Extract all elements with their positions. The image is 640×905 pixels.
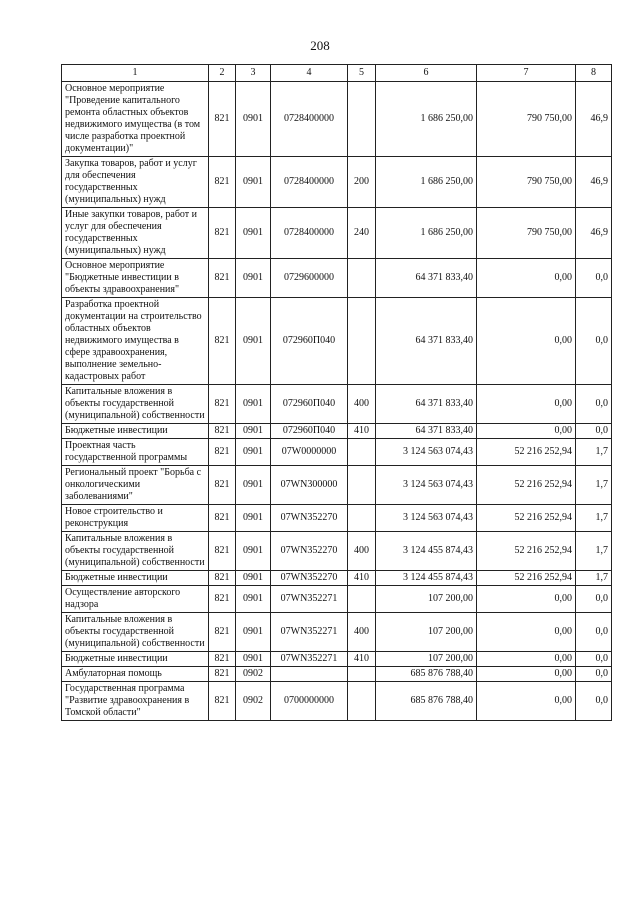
actual-amount-cell: 52 216 252,94 xyxy=(477,466,576,505)
row-name-cell: Разработка проектной документации на строительство областных объектов недвижимого имущества в сфере здравоохранения, выполнение земельно-кадастровых работ xyxy=(62,298,209,385)
actual-amount-cell: 52 216 252,94 xyxy=(477,505,576,532)
admin-code-cell: 821 xyxy=(209,571,236,586)
actual-amount-cell: 52 216 252,94 xyxy=(477,571,576,586)
row-name-cell: Государственная программа "Развитие здравоохранения в Томской области" xyxy=(62,682,209,721)
section-code-cell: 0901 xyxy=(236,82,271,157)
section-code-cell: 0901 xyxy=(236,532,271,571)
actual-amount-cell: 0,00 xyxy=(477,667,576,682)
actual-amount-cell: 790 750,00 xyxy=(477,82,576,157)
row-name-cell: Осуществление авторского надзора xyxy=(62,586,209,613)
percent-cell: 0,0 xyxy=(576,259,612,298)
table-row xyxy=(62,466,612,505)
target-code-cell: 07WN352270 xyxy=(271,532,348,571)
target-code-cell: 07WN352271 xyxy=(271,613,348,652)
table-row xyxy=(62,424,612,439)
table-row xyxy=(62,505,612,532)
percent-cell: 1,7 xyxy=(576,571,612,586)
plan-amount-cell: 107 200,00 xyxy=(376,586,477,613)
plan-amount-cell: 64 371 833,40 xyxy=(376,259,477,298)
target-code-cell: 07WN352270 xyxy=(271,505,348,532)
plan-amount-cell: 3 124 455 874,43 xyxy=(376,532,477,571)
plan-amount-cell: 685 876 788,40 xyxy=(376,667,477,682)
admin-code-cell: 821 xyxy=(209,613,236,652)
actual-amount-cell: 0,00 xyxy=(477,385,576,424)
actual-amount-cell: 0,00 xyxy=(477,259,576,298)
target-code-cell: 0728400000 xyxy=(271,157,348,208)
target-code-cell: 0729600000 xyxy=(271,259,348,298)
actual-amount-cell: 0,00 xyxy=(477,586,576,613)
expense-type-cell xyxy=(348,586,376,613)
section-code-cell: 0901 xyxy=(236,439,271,466)
target-code-cell: 07WN352271 xyxy=(271,586,348,613)
admin-code-cell: 821 xyxy=(209,259,236,298)
expense-type-cell xyxy=(348,505,376,532)
row-name-cell: Бюджетные инвестиции xyxy=(62,571,209,586)
plan-amount-cell: 1 686 250,00 xyxy=(376,208,477,259)
actual-amount-cell: 790 750,00 xyxy=(477,208,576,259)
percent-cell: 46,9 xyxy=(576,208,612,259)
row-name-cell: Основное мероприятие "Бюджетные инвестиции в объекты здравоохранения" xyxy=(62,259,209,298)
table-body xyxy=(62,82,612,721)
actual-amount-cell: 0,00 xyxy=(477,652,576,667)
expense-type-cell xyxy=(348,682,376,721)
percent-cell: 1,7 xyxy=(576,466,612,505)
expense-type-cell xyxy=(348,298,376,385)
column-header: 3 xyxy=(236,65,271,82)
row-name-cell: Иные закупки товаров, работ и услуг для обеспечения государственных (муниципальных) нужд xyxy=(62,208,209,259)
plan-amount-cell: 3 124 455 874,43 xyxy=(376,571,477,586)
column-header: 6 xyxy=(376,65,477,82)
admin-code-cell: 821 xyxy=(209,439,236,466)
column-header: 7 xyxy=(477,65,576,82)
percent-cell: 46,9 xyxy=(576,82,612,157)
target-code-cell: 07W0000000 xyxy=(271,439,348,466)
percent-cell: 0,0 xyxy=(576,667,612,682)
target-code-cell: 07WN300000 xyxy=(271,466,348,505)
section-code-cell: 0901 xyxy=(236,385,271,424)
expense-type-cell xyxy=(348,439,376,466)
admin-code-cell: 821 xyxy=(209,586,236,613)
expense-type-cell xyxy=(348,259,376,298)
plan-amount-cell: 1 686 250,00 xyxy=(376,157,477,208)
plan-amount-cell: 3 124 563 074,43 xyxy=(376,439,477,466)
column-header: 2 xyxy=(209,65,236,82)
percent-cell: 0,0 xyxy=(576,682,612,721)
table-row xyxy=(62,259,612,298)
expense-type-cell: 200 xyxy=(348,157,376,208)
row-name-cell: Новое строительство и реконструкция xyxy=(62,505,209,532)
section-code-cell: 0901 xyxy=(236,466,271,505)
target-code-cell: 0728400000 xyxy=(271,82,348,157)
table-row xyxy=(62,385,612,424)
section-code-cell: 0901 xyxy=(236,424,271,439)
expense-type-cell: 410 xyxy=(348,424,376,439)
section-code-cell: 0901 xyxy=(236,586,271,613)
actual-amount-cell: 52 216 252,94 xyxy=(477,532,576,571)
table-header-row xyxy=(62,65,612,82)
admin-code-cell: 821 xyxy=(209,532,236,571)
plan-amount-cell: 1 686 250,00 xyxy=(376,82,477,157)
expense-type-cell: 400 xyxy=(348,385,376,424)
table-row xyxy=(62,208,612,259)
table-row xyxy=(62,586,612,613)
percent-cell: 0,0 xyxy=(576,613,612,652)
row-name-cell: Закупка товаров, работ и услуг для обеспечения государственных (муниципальных) нужд xyxy=(62,157,209,208)
column-header: 4 xyxy=(271,65,348,82)
plan-amount-cell: 64 371 833,40 xyxy=(376,385,477,424)
table-row xyxy=(62,682,612,721)
target-code-cell: 072960П040 xyxy=(271,298,348,385)
section-code-cell: 0901 xyxy=(236,505,271,532)
table-row xyxy=(62,532,612,571)
table-row xyxy=(62,667,612,682)
target-code-cell: 0700000000 xyxy=(271,682,348,721)
table-row xyxy=(62,652,612,667)
table-row xyxy=(62,298,612,385)
section-code-cell: 0902 xyxy=(236,667,271,682)
table-row xyxy=(62,439,612,466)
row-name-cell: Региональный проект "Борьба с онкологическими заболеваниями" xyxy=(62,466,209,505)
admin-code-cell: 821 xyxy=(209,385,236,424)
admin-code-cell: 821 xyxy=(209,424,236,439)
row-name-cell: Бюджетные инвестиции xyxy=(62,652,209,667)
table-row xyxy=(62,613,612,652)
plan-amount-cell: 685 876 788,40 xyxy=(376,682,477,721)
section-code-cell: 0901 xyxy=(236,652,271,667)
plan-amount-cell: 107 200,00 xyxy=(376,652,477,667)
section-code-cell: 0901 xyxy=(236,298,271,385)
plan-amount-cell: 64 371 833,40 xyxy=(376,298,477,385)
table-row xyxy=(62,82,612,157)
row-name-cell: Капитальные вложения в объекты государственной (муниципальной) собственности xyxy=(62,532,209,571)
plan-amount-cell: 64 371 833,40 xyxy=(376,424,477,439)
table-row xyxy=(62,157,612,208)
column-header: 5 xyxy=(348,65,376,82)
actual-amount-cell: 52 216 252,94 xyxy=(477,439,576,466)
admin-code-cell: 821 xyxy=(209,682,236,721)
percent-cell: 0,0 xyxy=(576,385,612,424)
target-code-cell: 07WN352270 xyxy=(271,571,348,586)
row-name-cell: Бюджетные инвестиции xyxy=(62,424,209,439)
admin-code-cell: 821 xyxy=(209,82,236,157)
admin-code-cell: 821 xyxy=(209,208,236,259)
section-code-cell: 0901 xyxy=(236,259,271,298)
plan-amount-cell: 3 124 563 074,43 xyxy=(376,466,477,505)
section-code-cell: 0901 xyxy=(236,613,271,652)
percent-cell: 1,7 xyxy=(576,505,612,532)
row-name-cell: Капитальные вложения в объекты государственной (муниципальной) собственности xyxy=(62,613,209,652)
target-code-cell: 0728400000 xyxy=(271,208,348,259)
row-name-cell: Капитальные вложения в объекты государственной (муниципальной) собственности xyxy=(62,385,209,424)
actual-amount-cell: 0,00 xyxy=(477,298,576,385)
expense-type-cell xyxy=(348,466,376,505)
column-header: 1 xyxy=(62,65,209,82)
target-code-cell: 072960П040 xyxy=(271,385,348,424)
percent-cell: 1,7 xyxy=(576,532,612,571)
percent-cell: 0,0 xyxy=(576,652,612,667)
plan-amount-cell: 107 200,00 xyxy=(376,613,477,652)
row-name-cell: Основное мероприятие "Проведение капитального ремонта областных объектов недвижимого имущества (в том числе разработка проектной документации)" xyxy=(62,82,209,157)
admin-code-cell: 821 xyxy=(209,298,236,385)
target-code-cell: 072960П040 xyxy=(271,424,348,439)
target-code-cell: 07WN352271 xyxy=(271,652,348,667)
percent-cell: 0,0 xyxy=(576,586,612,613)
expense-type-cell: 410 xyxy=(348,652,376,667)
admin-code-cell: 821 xyxy=(209,157,236,208)
column-header: 8 xyxy=(576,65,612,82)
section-code-cell: 0901 xyxy=(236,571,271,586)
expense-type-cell xyxy=(348,667,376,682)
percent-cell: 1,7 xyxy=(576,439,612,466)
percent-cell: 46,9 xyxy=(576,157,612,208)
admin-code-cell: 821 xyxy=(209,667,236,682)
expense-type-cell: 400 xyxy=(348,532,376,571)
actual-amount-cell: 790 750,00 xyxy=(477,157,576,208)
table-row xyxy=(62,571,612,586)
page-number: 208 xyxy=(310,38,330,53)
section-code-cell: 0901 xyxy=(236,157,271,208)
section-code-cell: 0902 xyxy=(236,682,271,721)
plan-amount-cell: 3 124 563 074,43 xyxy=(376,505,477,532)
expense-type-cell: 410 xyxy=(348,571,376,586)
admin-code-cell: 821 xyxy=(209,652,236,667)
row-name-cell: Амбулаторная помощь xyxy=(62,667,209,682)
expense-type-cell xyxy=(348,82,376,157)
percent-cell: 0,0 xyxy=(576,298,612,385)
expense-type-cell: 240 xyxy=(348,208,376,259)
section-code-cell: 0901 xyxy=(236,208,271,259)
row-name-cell: Проектная часть государственной программы xyxy=(62,439,209,466)
expense-type-cell: 400 xyxy=(348,613,376,652)
admin-code-cell: 821 xyxy=(209,466,236,505)
budget-table xyxy=(61,64,612,721)
actual-amount-cell: 0,00 xyxy=(477,424,576,439)
admin-code-cell: 821 xyxy=(209,505,236,532)
target-code-cell xyxy=(271,667,348,682)
actual-amount-cell: 0,00 xyxy=(477,613,576,652)
percent-cell: 0,0 xyxy=(576,424,612,439)
actual-amount-cell: 0,00 xyxy=(477,682,576,721)
